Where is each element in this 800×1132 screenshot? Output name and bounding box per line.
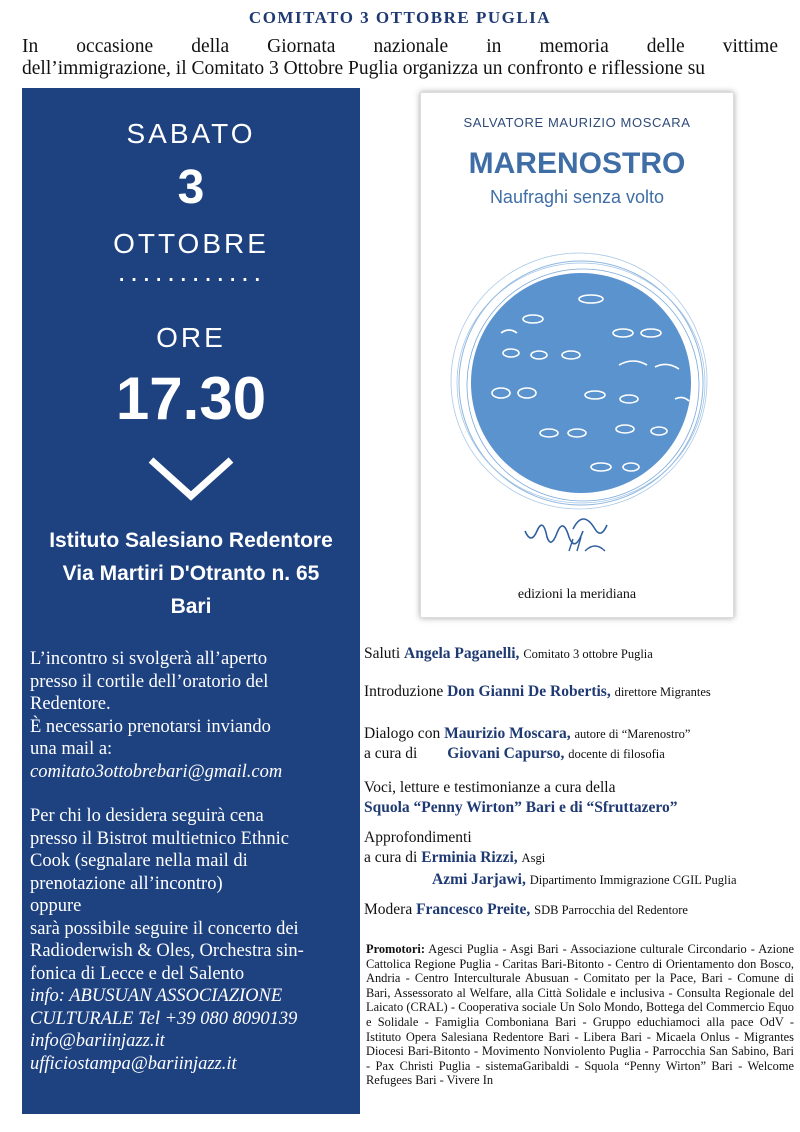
- speaker-name: Angela Paganelli,: [404, 645, 520, 662]
- program-introduction: [364, 682, 711, 702]
- contact-email-link[interactable]: info@bariinjazz.it: [30, 1031, 165, 1051]
- event-day: SABATO: [126, 118, 256, 149]
- event-month: OTTOBRE: [113, 228, 269, 259]
- info-text: Redentore.: [30, 694, 111, 714]
- program-moderator: [364, 900, 688, 920]
- chevron-down-icon: [147, 456, 235, 502]
- program-label: Modera: [364, 901, 413, 918]
- promoters-list: [366, 942, 794, 1088]
- program-deepening: [364, 828, 472, 848]
- speaker-role: Comitato 3 ottobre Puglia: [523, 647, 653, 661]
- speaker-name: Azmi Jarjawi,: [432, 871, 526, 888]
- speaker-name: Don Gianni De Robertis,: [447, 683, 611, 700]
- event-date-panel: [22, 88, 360, 632]
- speaker-role: autore di “Marenostro”: [574, 727, 691, 741]
- program-label: Voci, letture e testimonianze a cura della: [364, 779, 616, 796]
- speaker-name: Erminia Rizzi,: [421, 849, 518, 866]
- book-publisher: edizioni la meridiana: [517, 587, 637, 602]
- info-text: L’incontro si svolgerà all’aperto: [30, 649, 268, 669]
- info-text: presso il cortile dell’oratorio del: [30, 671, 269, 692]
- program-label: a cura di: [364, 745, 418, 762]
- info-text: È necessario prenotarsi inviando: [30, 716, 271, 737]
- event-time-label: ORE: [156, 322, 226, 353]
- program-deepening-1: [364, 848, 545, 868]
- program-greetings: [364, 644, 653, 664]
- booking-email-link[interactable]: comitato3ottobrebari@gmail.com: [30, 761, 283, 782]
- intro-text: [22, 36, 778, 80]
- program-voices-school: [364, 798, 677, 818]
- press-email-link[interactable]: ufficiostampa@bariinjazz.it: [30, 1053, 237, 1074]
- program-label: a cura di: [364, 849, 418, 866]
- contact-phone[interactable]: CULTURALE Tel +39 080 8090139: [30, 1008, 298, 1029]
- program-label: Approfondimenti: [364, 829, 472, 846]
- speaker-role: SDB Parrocchia del Redentore: [534, 903, 688, 917]
- info-text: fonica di Lecce e del Salento: [30, 963, 245, 984]
- intro-line-1: In occasione della Giornata nazionale in memoria delle vittime: [22, 36, 778, 57]
- info-text: Cook (segnalare nella mail di: [30, 851, 248, 871]
- event-venue: [22, 524, 360, 623]
- program-dialogue: [364, 724, 690, 744]
- program-voices: [364, 778, 615, 798]
- book-author: SALVATORE MAURIZIO MOSCARA: [463, 115, 691, 130]
- program-curated: [364, 744, 665, 764]
- speaker-name: Squola “Penny Wirton” Bari e di “Sfruttazero”: [364, 799, 678, 816]
- info-text: Per chi lo desidera seguirà cena: [30, 806, 264, 826]
- dotted-divider: ············: [117, 262, 265, 293]
- book-subtitle: Naufraghi senza volto: [489, 187, 665, 207]
- speaker-role: docente di filosofia: [568, 747, 665, 761]
- program-label: Introduzione: [364, 683, 444, 700]
- speaker-role: Dipartimento Immigrazione CGIL Puglia: [529, 873, 737, 887]
- venue-city: Bari: [170, 595, 212, 618]
- info-text: sarà possibile seguire il concerto dei: [30, 918, 299, 939]
- event-date-number: 3: [177, 161, 205, 214]
- venue-name: Istituto Salesiano Redentore: [49, 529, 333, 552]
- intro-line-2: dell’immigrazione, il Comitato 3 Ottobre Puglia organizza un confronto e riflessione su: [22, 58, 706, 79]
- organizer-title: COMITATO 3 OTTOBRE PUGLIA: [248, 8, 552, 27]
- speaker-name: Francesco Preite,: [416, 901, 531, 918]
- program-label: Saluti: [364, 645, 401, 662]
- info-text: Radioderwish & Oles, Orchestra sin-: [30, 941, 304, 961]
- info-text: oppure: [30, 896, 82, 916]
- program-deepening-2: [432, 870, 737, 890]
- speaker-role: Asgi: [521, 851, 546, 865]
- event-time: 17.30: [115, 365, 267, 432]
- venue-address: Via Martiri D'Otranto n. 65: [62, 562, 320, 585]
- info-text: una mail a:: [30, 739, 113, 759]
- speaker-role: direttore Migrantes: [614, 685, 711, 699]
- info-text: prenotazione all’incontro): [30, 873, 223, 894]
- event-info-panel: [22, 632, 360, 1114]
- info-text: presso il Bistrot multietnico Ethnic: [30, 828, 289, 849]
- speaker-name: Giovani Capurso,: [447, 745, 565, 762]
- promoters-text: Agesci Puglia - Asgi Bari - Associazione culturale Circondario - Azione Cattolica Regione Puglia - Caritas Bari-Bitonto - Centro di Orientamento don Bosco, Andria - Centro Interculturale Abusuan - Comitato per la Pace, Bari - Comune di Bari, Assessorato al Welfare, alla Città Solidale e inclusiva - Consulta Regionale del Laicato (CRAL) - Cooperativa sociale Un Solo Mondo, Bottega del Commercio Equo e Solidale - Famiglia Comboniana Bari - Gruppo educhiamoci alla pace OdV - Istituto Opera Salesiana Redentore Bari - Libera Bari - Micaela Onlus - Migrantes Diocesi Bari-Bitonto - Movimento Nonviolento Puglia - Parrocchia San Sabino, Bari - Pax Christi Puglia - sistemaGaribaldi - Squola “Penny Wirton” Bari - Welcome Refugees Bari - Vivere In: [366, 942, 794, 1088]
- faces-circle-illustration: [441, 223, 715, 523]
- contact-info: info: ABUSUAN ASSOCIAZIONE: [30, 986, 283, 1006]
- promoters-label: Promotori:: [366, 942, 425, 956]
- speaker-name: Maurizio Moscara,: [444, 725, 571, 742]
- signature-scribble: [519, 501, 629, 561]
- program-label: Dialogo con: [364, 725, 441, 742]
- book-title: MARENOSTRO: [468, 147, 686, 180]
- book-cover: [420, 92, 734, 618]
